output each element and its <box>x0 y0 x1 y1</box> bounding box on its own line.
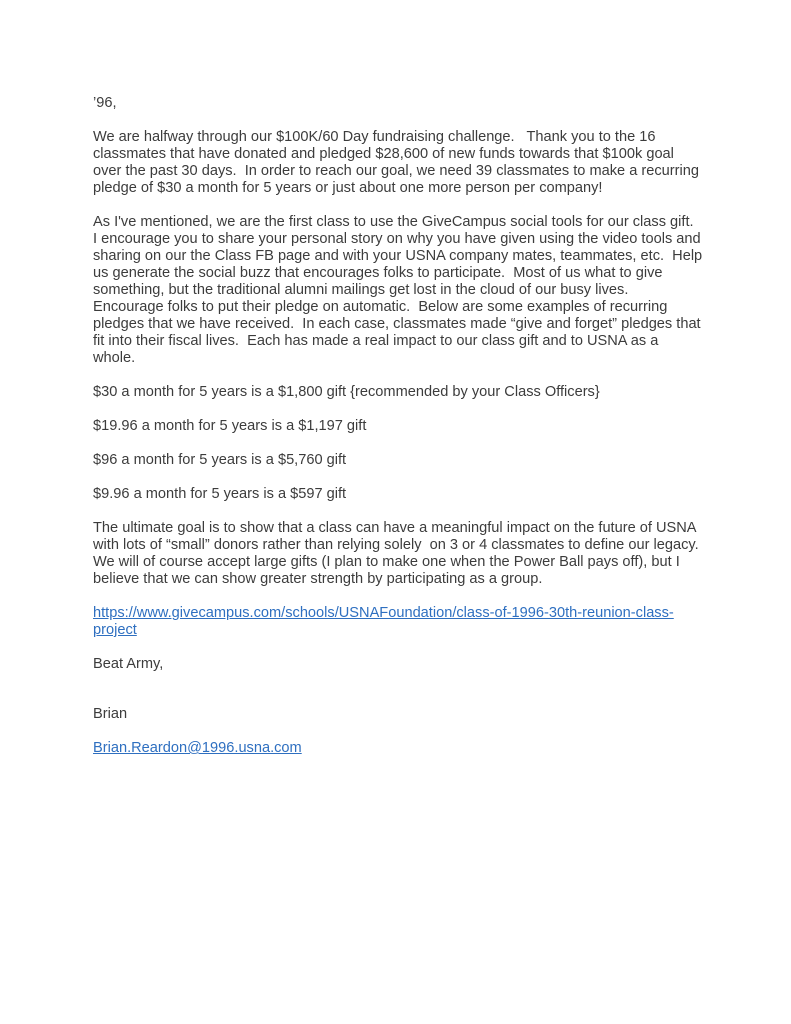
signature-name: Brian <box>93 706 128 722</box>
pledge-example-9-96: $9.96 a month for 5 years is a $597 gift <box>93 486 347 502</box>
pledge-example-19-96: $19.96 a month for 5 years is a $1,197 gift <box>93 418 367 434</box>
pledge-example-96: $96 a month for 5 years is a $5,760 gift <box>93 452 347 468</box>
paragraph-fundraising-status: We are halfway through our $100K/60 Day fundraising challenge. Thank you to the 16 classmates that have donated and pledged $28,600 of new funds towards that $100k goal over the past 30 days. In order to reach our goal, we need 39 classmates to make a recurring pledge of $30 a month for 5 years or just about one more person per company! <box>93 129 704 196</box>
signoff: Beat Army, <box>93 656 164 672</box>
pledge-example-30: $30 a month for 5 years is a $1,800 gift {recommended by your Class Officers} <box>93 384 600 400</box>
letter-body <box>93 95 707 774</box>
email-line <box>93 740 703 757</box>
campaign-link[interactable]: https://www.givecampus.com/schools/USNAFoundation/class-of-1996-30th-reunion-class-project <box>93 605 674 638</box>
email-link[interactable]: Brian.Reardon@1996.usna.com <box>93 740 302 756</box>
salutation: ’96, <box>93 95 117 111</box>
paragraph-ultimate-goal: The ultimate goal is to show that a class can have a meaningful impact on the future of USNA with lots of “small” donors rather than relying solely on 3 or 4 classmates to define our legacy. We will of course accept large gifts (I plan to make one when the Power Ball pays off), but I believe that we can show greater strength by participating as a group. <box>93 520 707 587</box>
paragraph-givecampus-social-tools: As I've mentioned, we are the first class to use the GiveCampus social tools for our class gift. I encourage you to share your personal story on why you have given using the video tools and sharing on our the Class FB page and with your USNA company mates, teammates, etc. Help us generate the social buzz that encourages folks to participate. Most of us what to give something, but the traditional alumni mailings get lost in the cloud of our busy lives. Encourage folks to put their pledge on automatic. Below are some examples of recurring pledges that we have received. In each case, classmates made “give and forget” pledges that fit into their fiscal lives. Each has made a real impact to our class gift and to USNA as a whole. <box>93 214 707 366</box>
campaign-link-line <box>93 605 703 639</box>
